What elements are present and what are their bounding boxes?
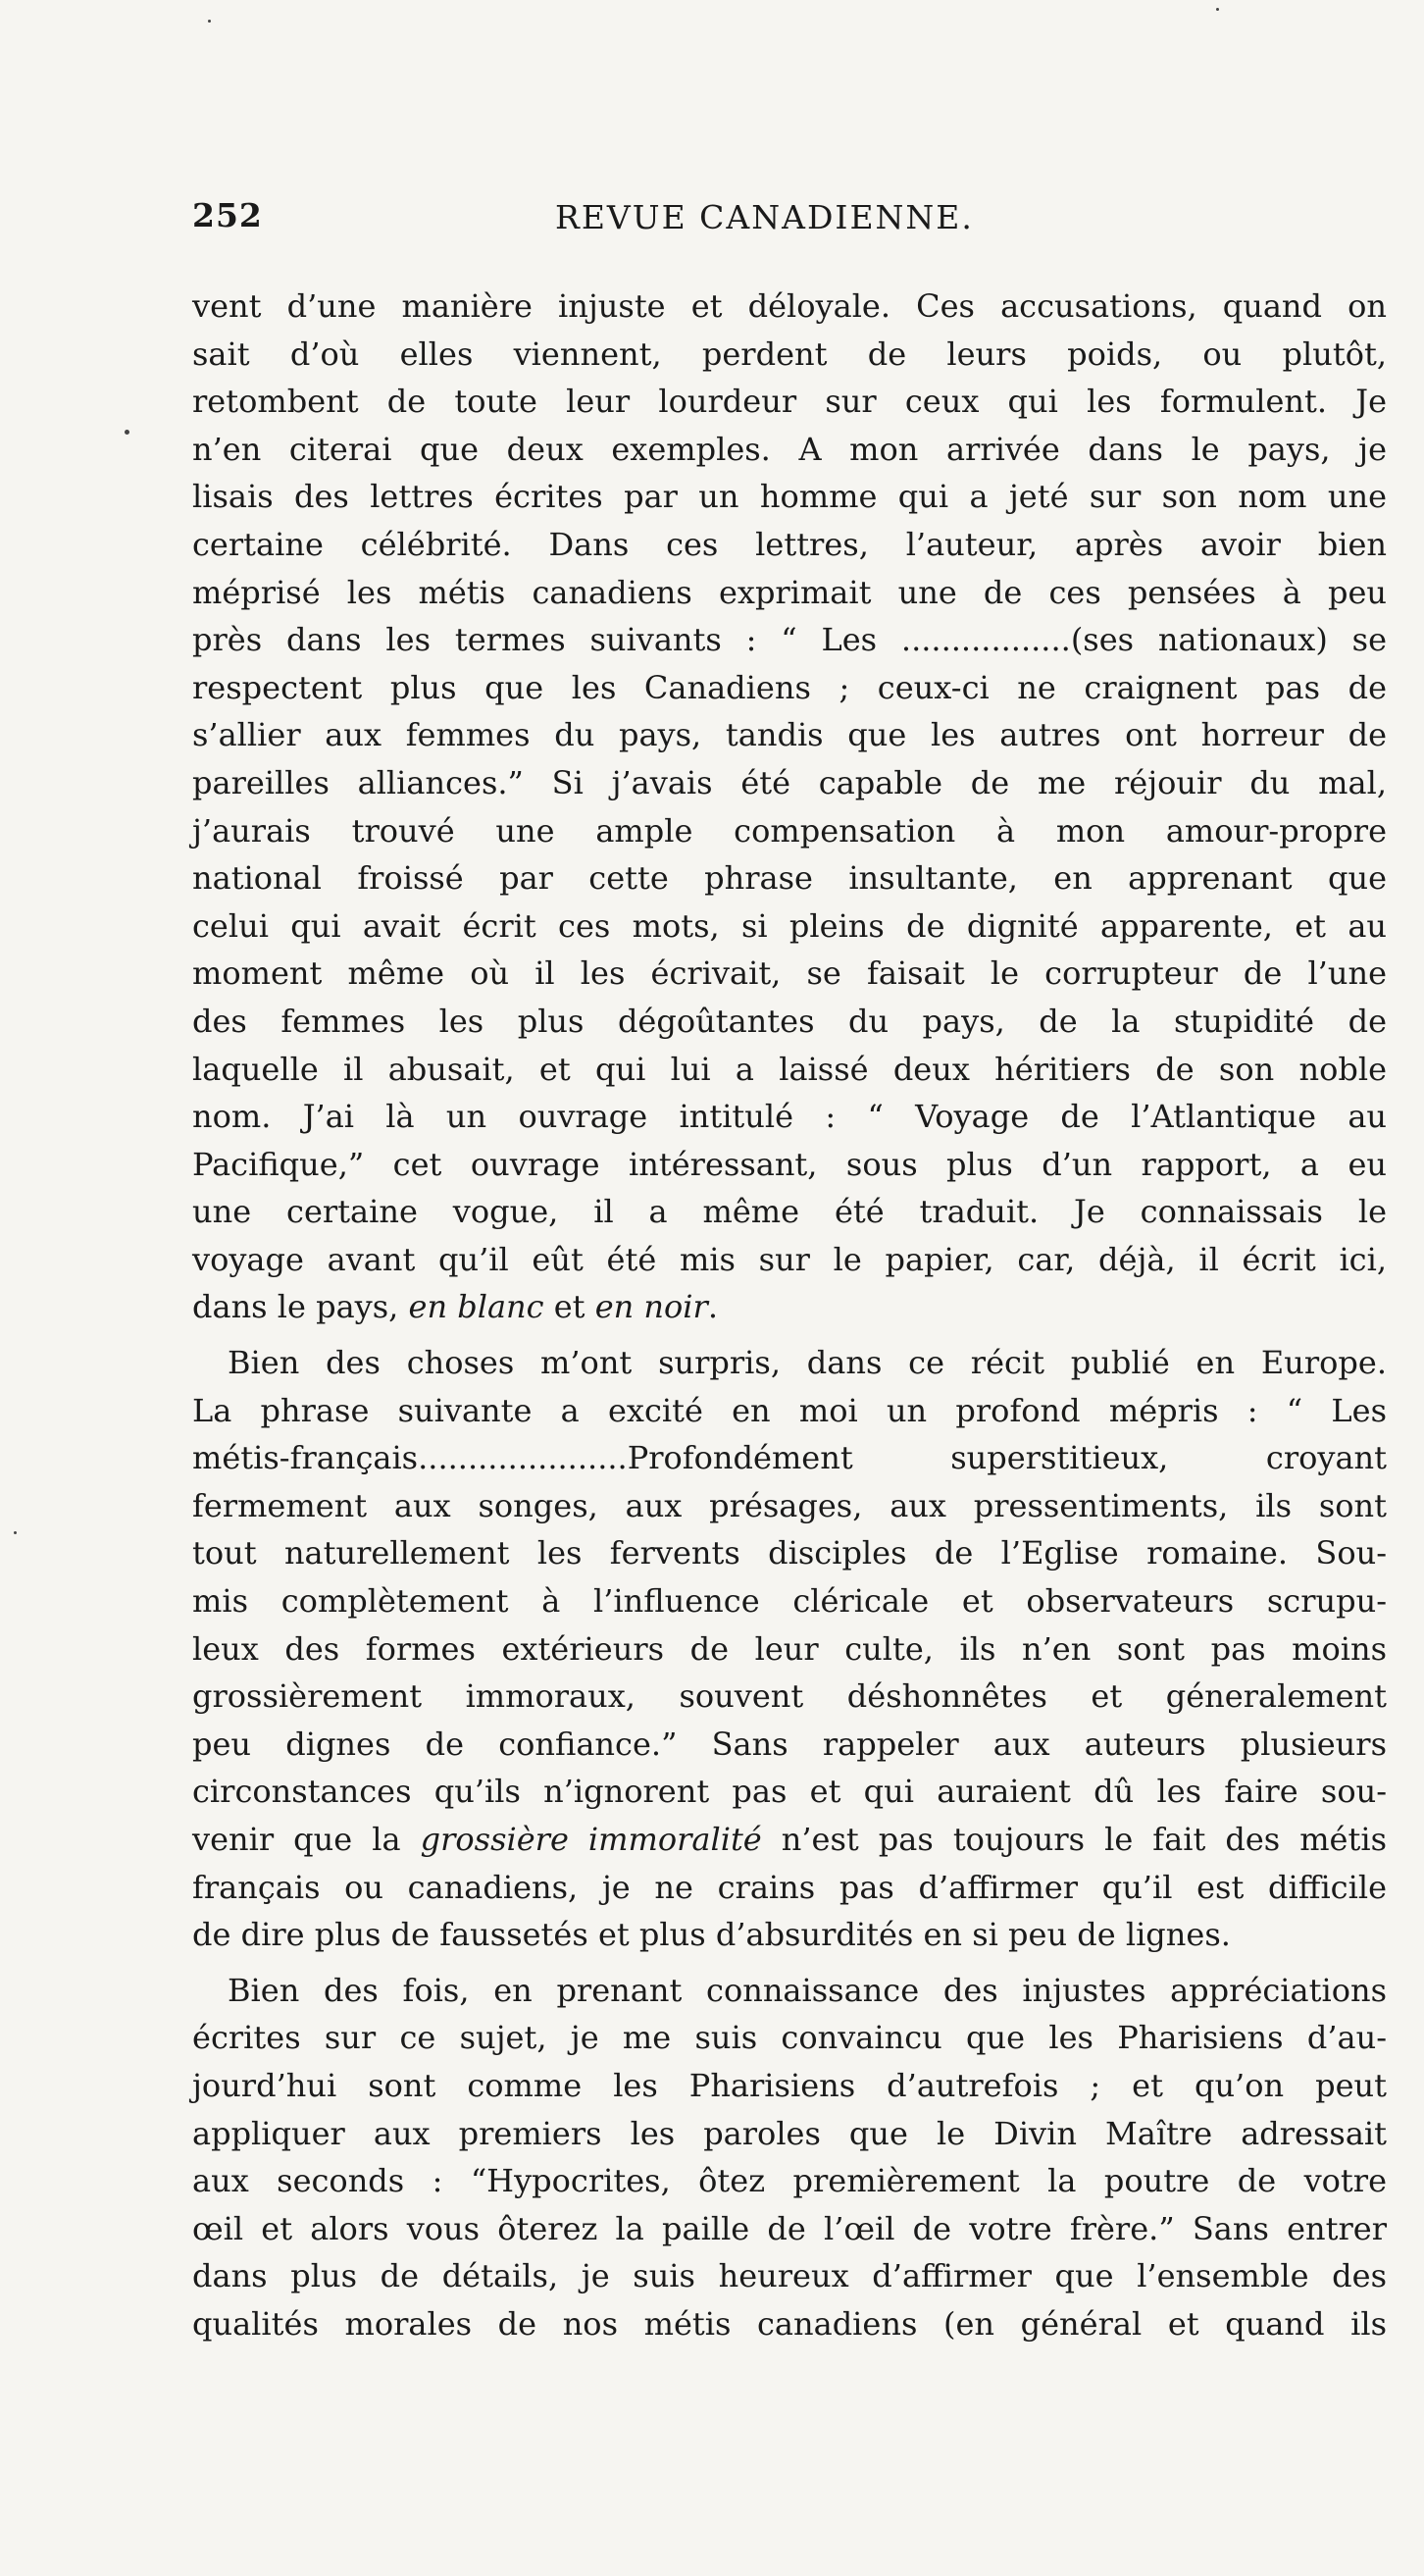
text-line: jourd’hui sont comme les Pharisiens d’autrefois ; et qu’on peut — [192, 2066, 1387, 2104]
text-line: de dire plus de faussetés et plus d’absurdités en si peu de lignes. — [192, 1916, 1231, 1954]
text-line: des femmes les plus dégoûtantes du pays, de la stupidité de — [192, 1002, 1387, 1040]
text-line: une certaine vogue, il a même été traduit. Je connaissais le — [192, 1193, 1387, 1231]
text-run: venir que la — [192, 1821, 421, 1858]
text-line: La phrase suivante a excité en moi un profond mépris : “ Les — [192, 1391, 1387, 1429]
text-line: moment même où il les écrivait, se faisait le corrupteur de l’une — [192, 954, 1387, 993]
paragraph-2 — [192, 1339, 1387, 1959]
text-line: lisais des lettres écrites par un homme qui a jeté sur son nom une — [192, 478, 1387, 516]
scan-speck — [125, 430, 129, 435]
text-line: certaine célébrité. Dans ces lettres, l’auteur, après avoir bien — [192, 525, 1387, 563]
text-line — [192, 1816, 1387, 1864]
text-line: français ou canadiens, je ne crains pas d’affirmer qu’il est difficile — [192, 1868, 1387, 1906]
scan-speck — [208, 20, 211, 23]
text-run: . — [707, 1288, 718, 1326]
text-line: aux seconds : “Hypocrites, ôtez premièrement la poutre de votre — [192, 2162, 1387, 2200]
text-line: méprisé les métis canadiens exprimait une de ces pensées à peu — [192, 573, 1387, 611]
text-line: sait d’où elles viennent, perdent de leurs poids, ou plutôt, — [192, 335, 1387, 373]
text-line: nom. J’ai là un ouvrage intitulé : “ Voyage de l’Atlantique au — [192, 1098, 1387, 1136]
scan-speck — [1216, 8, 1219, 11]
text-line: j’aurais trouvé une ample compensation à mon amour-propre — [192, 811, 1387, 850]
text-line: écrites sur ce sujet, je me suis convaincu que les Pharisiens d’au- — [192, 2019, 1387, 2057]
text-line: grossièrement immoraux, souvent déshonnêtes et géneralement — [192, 1677, 1387, 1716]
text-line: tout naturellement les fervents disciples de l’Eglise romaine. Sou- — [192, 1534, 1387, 1572]
text-line: mis complètement à l’influence cléricale et observateurs scrupu- — [192, 1582, 1387, 1621]
italic-text: grossière immoralité — [420, 1821, 762, 1858]
text-line: leux des formes extérieurs de leur culte, ils n’en sont pas moins — [192, 1629, 1387, 1668]
journal-title: REVUE CANADIENNE. — [555, 198, 974, 236]
paragraph-3 — [192, 1967, 1387, 2348]
text-line: près dans les termes suivants : “ Les .................(ses nationaux) se — [192, 621, 1387, 659]
text-line: Bien des choses m’ont surpris, dans ce récit publié en Europe. — [228, 1344, 1387, 1382]
text-line: vent d’une manière injuste et déloyale. Ces accusations, quand on — [192, 287, 1387, 325]
text-line: retombent de toute leur lourdeur sur ceux qui les formulent. Je — [192, 383, 1387, 421]
text-line: peu dignes de confiance.” Sans rappeler aux auteurs plusieurs — [192, 1725, 1387, 1763]
text-line: Pacifique,” cet ouvrage intéressant, sous plus d’un rapport, a eu — [192, 1145, 1387, 1183]
running-head — [192, 196, 1387, 247]
italic-text: en noir — [594, 1288, 708, 1326]
text-line: voyage avant qu’il eût été mis sur le papier, car, déjà, il écrit ici, — [192, 1240, 1387, 1278]
text-line: respectent plus que les Canadiens ; ceux-ci ne craignent pas de — [192, 668, 1387, 706]
scan-speck — [14, 1531, 17, 1534]
text-line: dans plus de détails, je suis heureux d’affirmer que l’ensemble des — [192, 2257, 1387, 2295]
paragraph-1 — [192, 283, 1387, 1331]
text-line: s’allier aux femmes du pays, tandis que les autres ont horreur de — [192, 716, 1387, 754]
page-number: 252 — [192, 196, 263, 234]
text-line: national froissé par cette phrase insultante, en apprenant que — [192, 859, 1387, 898]
text-line: œil et alors vous ôterez la paille de l’œil de votre frère.” Sans entrer — [192, 2209, 1387, 2247]
text-line — [192, 1283, 1387, 1331]
text-line: fermement aux songes, aux présages, aux pressentiments, ils sont — [192, 1486, 1387, 1524]
text-run: dans le pays, — [192, 1288, 409, 1326]
body-text — [192, 283, 1387, 2348]
text-line: celui qui avait écrit ces mots, si pleins de dignité apparente, et au — [192, 906, 1387, 945]
text-line: métis-français.....................Profondément superstitieux, croyant — [192, 1439, 1387, 1477]
page — [192, 196, 1387, 2348]
text-run: et — [543, 1288, 595, 1326]
text-line: pareilles alliances.” Si j’avais été capable de me réjouir du mal, — [192, 763, 1387, 801]
text-line: qualités morales de nos métis canadiens (en général et quand ils — [192, 2304, 1387, 2343]
text-line: Bien des fois, en prenant connaissance des injustes appréciations — [228, 1971, 1387, 2009]
text-line: appliquer aux premiers les paroles que le Divin Maître adressait — [192, 2114, 1387, 2152]
italic-text: en blanc — [408, 1288, 544, 1326]
text-line: n’en citerai que deux exemples. A mon arrivée dans le pays, je — [192, 430, 1387, 468]
text-run: n’est pas toujours le fait des métis — [761, 1821, 1388, 1858]
text-line: circonstances qu’ils n’ignorent pas et qui auraient dû les faire sou- — [192, 1773, 1387, 1811]
text-line: laquelle il abusait, et qui lui a laissé deux héritiers de son noble — [192, 1050, 1387, 1088]
